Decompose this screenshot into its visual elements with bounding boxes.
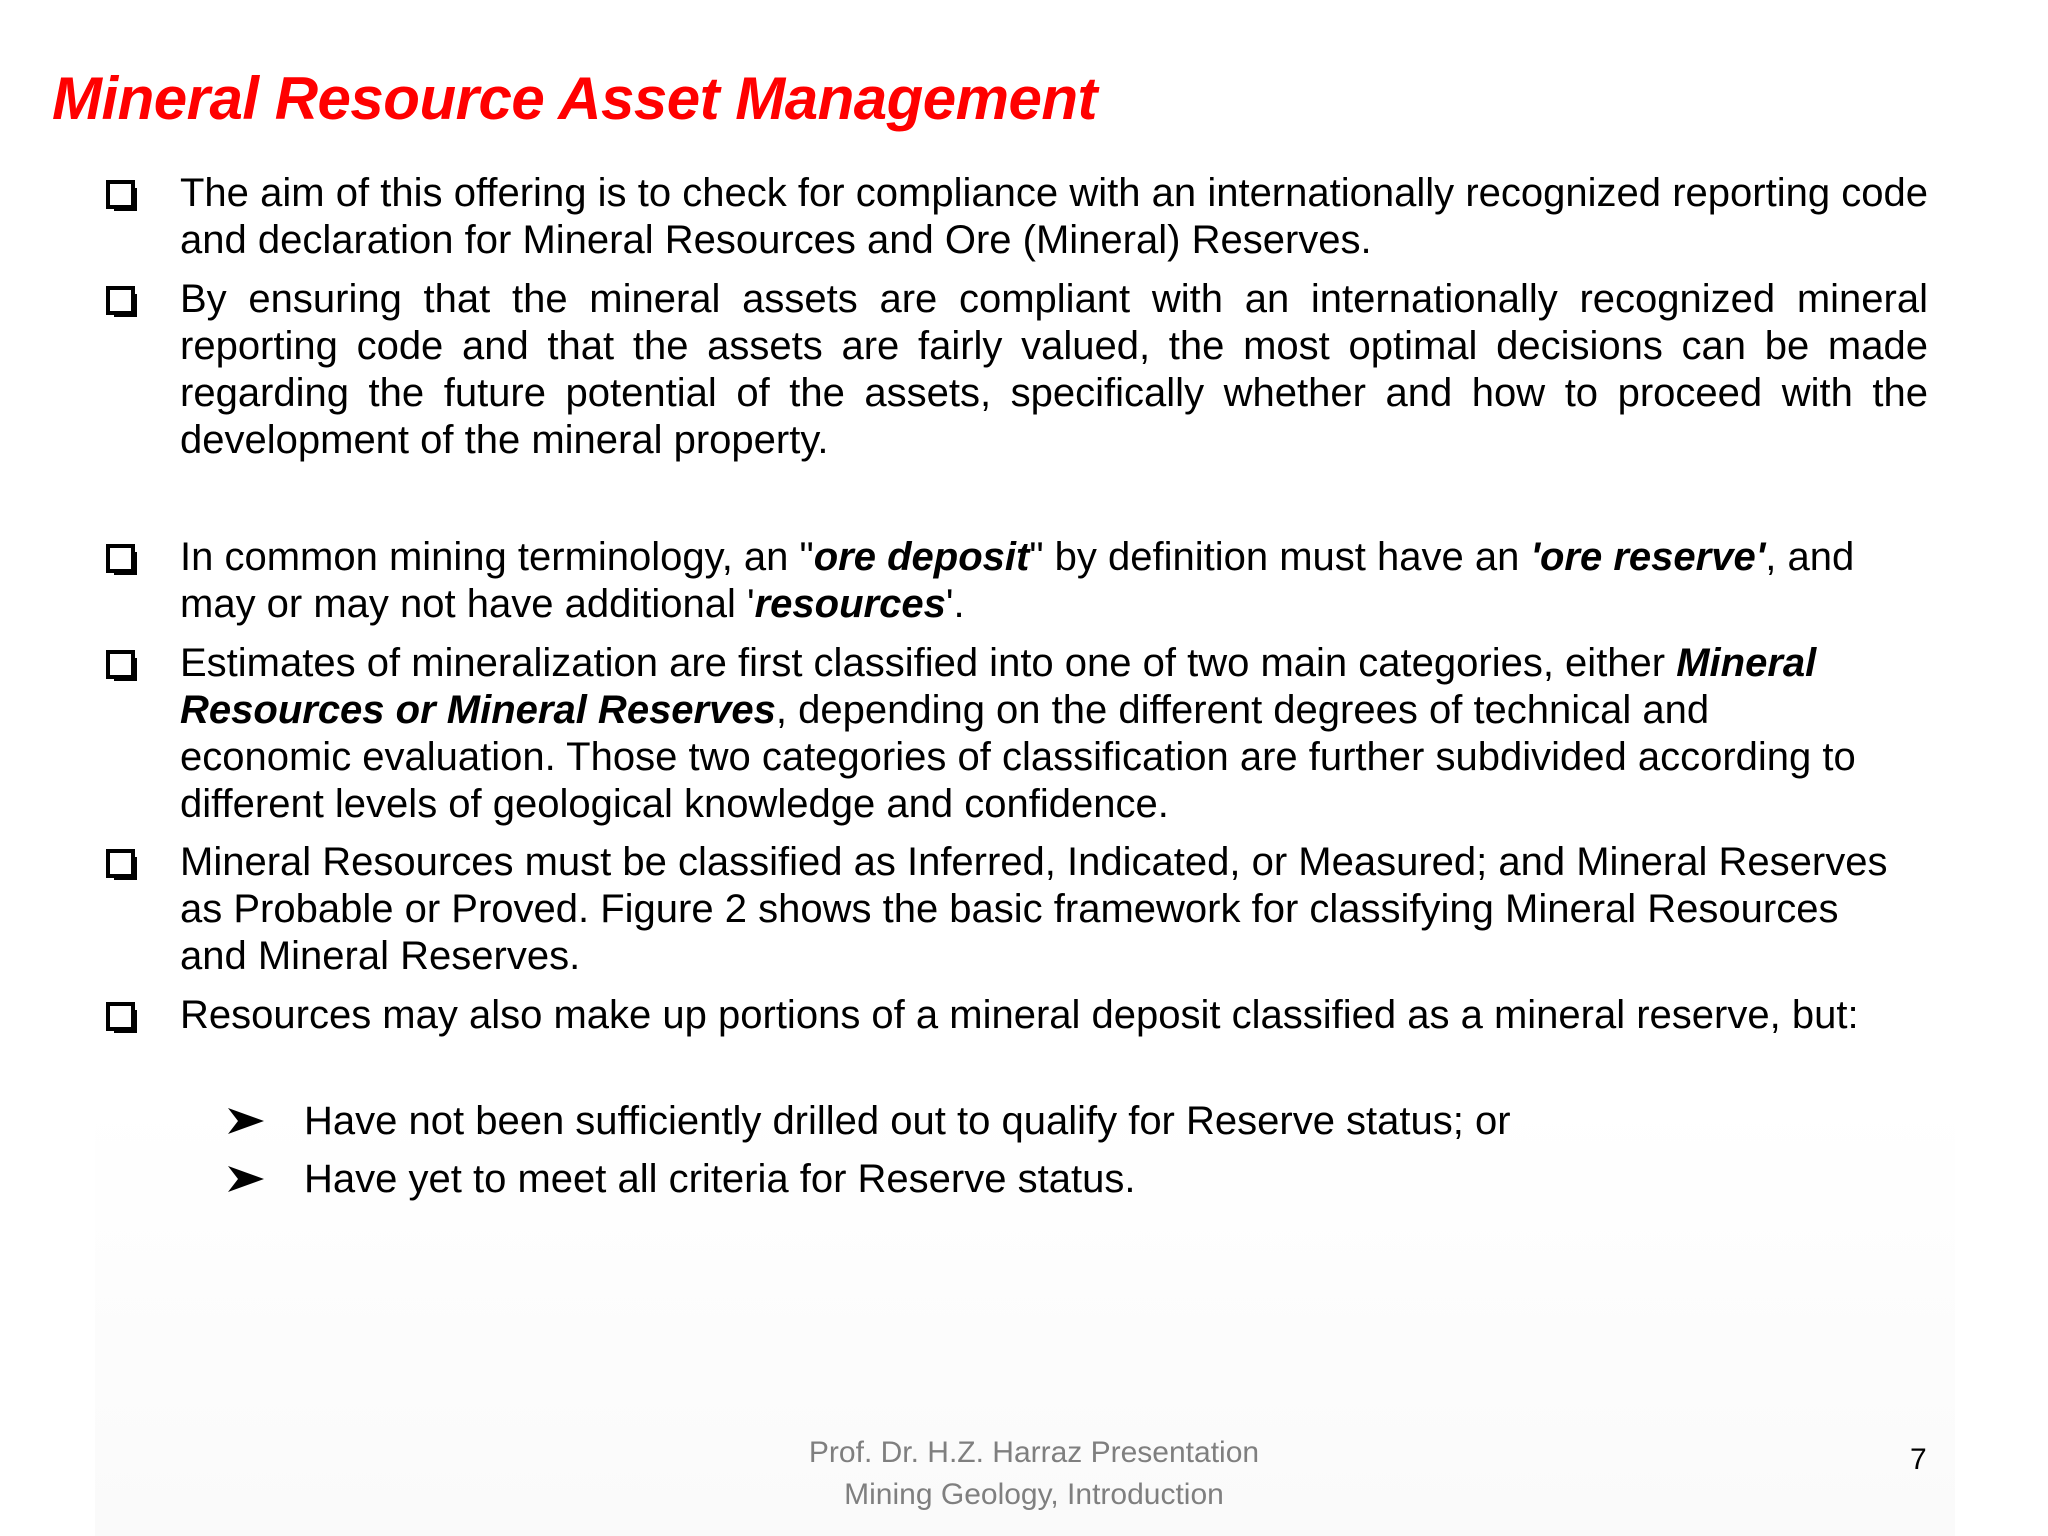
bullet-text-segment: By ensuring that the mineral assets are compliant with an internationally recognized mineral reporting code and that the assets are fairly valued, the most optimal decisions can be made regarding the future potential of the assets, specifically whether and how to proceed with the development of the mineral property. xyxy=(180,277,1928,462)
arrow-icon xyxy=(226,1164,266,1194)
bullet-text-segment: The aim of this offering is to check for compliance with an internationally recognized reporting code and declaration for Mineral Resources and Ore (Mineral) Reserves. xyxy=(180,171,1928,262)
bullet-text xyxy=(180,992,1880,1039)
bullet-text-segment: Resources may also make up portions of a mineral deposit classified as a mineral reserve, but: xyxy=(180,993,1859,1037)
checkbox-icon xyxy=(106,650,138,682)
sub-bullet-item xyxy=(226,1156,1926,1203)
bullet-text-segment: " by definition must have an xyxy=(1029,535,1531,579)
footer-presenter: Prof. Dr. H.Z. Harraz Presentation xyxy=(808,1436,1260,1469)
footer-course: Mining Geology, Introduction xyxy=(844,1478,1224,1511)
checkbox-icon xyxy=(106,180,138,212)
bullet-item xyxy=(106,839,1928,980)
bullet-text xyxy=(180,640,1885,828)
footer xyxy=(764,1432,1304,1516)
bullet-text-segment: , and may or may not have additional ' xyxy=(180,535,1855,626)
bullet-text-segment: In common mining terminology, an " xyxy=(180,535,814,579)
bullet-item xyxy=(106,276,1928,464)
emphasis-mineral-categories: Mineral Resources or Mineral Reserves xyxy=(180,641,1817,732)
sub-bullet-item xyxy=(226,1098,1926,1145)
sub-bullet-text: Have not been sufficiently drilled out to qualify for Reserve status; or xyxy=(304,1099,1511,1143)
bullet-text-segment: Mineral Resources must be classified as Inferred, Indicated, or Measured; and Mineral Reserves as Probable or Proved. Figure 2 shows the basic framework for classifying Mineral Resources and Mineral Reserves. xyxy=(180,840,1888,978)
checkbox-icon xyxy=(106,286,138,318)
arrow-icon xyxy=(226,1106,266,1136)
sub-bullet-text: Have yet to meet all criteria for Reserve status. xyxy=(304,1157,1136,1201)
emphasis-resources: resources xyxy=(754,582,946,626)
bullet-item xyxy=(106,534,1928,628)
bullet-text-segment: Estimates of mineralization are first classified into one of two main categories, either xyxy=(180,641,1677,685)
bullet-text xyxy=(180,276,1928,464)
bullet-text-segment: , depending on the different degrees of technical and economic evaluation. Those two categories of classification are further subdivided according to different levels of geological knowledge and confidence. xyxy=(180,688,1856,826)
bullet-text-segment: '. xyxy=(945,582,965,626)
bullet-item xyxy=(106,640,1928,828)
emphasis-ore-deposit: ore deposit xyxy=(813,535,1030,579)
checkbox-icon xyxy=(106,544,138,576)
bullet-item xyxy=(106,170,1928,264)
checkbox-icon xyxy=(106,849,138,881)
page-number: 7 xyxy=(1910,1443,1927,1476)
bullet-text xyxy=(180,839,1910,980)
bullet-item xyxy=(106,992,1928,1039)
slide-title: Mineral Resource Asset Management xyxy=(52,65,1097,132)
emphasis-ore-reserve: 'ore reserve' xyxy=(1530,535,1766,579)
checkbox-icon xyxy=(106,1002,138,1034)
bullet-text xyxy=(180,534,1900,628)
bullet-text xyxy=(180,170,1928,264)
